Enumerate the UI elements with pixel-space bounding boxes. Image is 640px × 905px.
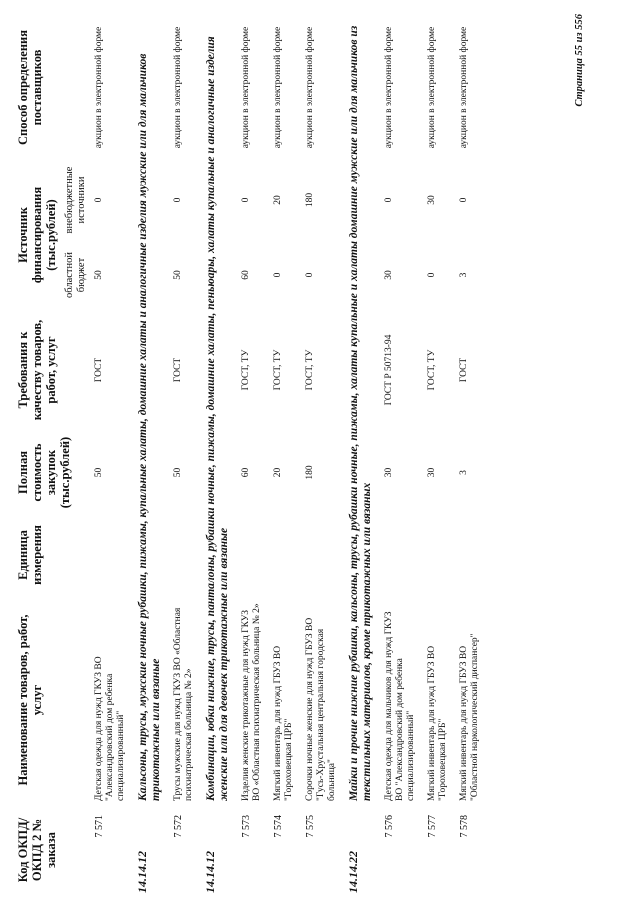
table-row: [301, 15, 344, 895]
item-extra-sources: 0: [459, 197, 469, 203]
header-fin-extra: внебюджетные источники: [64, 166, 87, 234]
item-extra-sources: 180: [305, 192, 315, 208]
table-row: [237, 15, 269, 895]
header-financing: Источник финансирования (тыс.рублей): [16, 186, 58, 284]
item-regional-budget: 30: [384, 270, 394, 280]
item-unit: [169, 515, 201, 595]
item-unit: [380, 515, 423, 595]
section-row: [201, 15, 237, 895]
item-regional-budget: 0: [273, 272, 283, 278]
item-requirements: ГОСТ, ТУ: [305, 349, 315, 391]
order-number: 7 573: [241, 815, 252, 838]
section-code: 14.14.12: [135, 851, 149, 893]
table-row: [380, 15, 423, 895]
item-unit: [423, 515, 455, 595]
item-cost: 50: [173, 467, 183, 478]
item-method: аукцион в электронной форме: [94, 26, 104, 149]
item-requirements: ГОСТ, ТУ: [427, 349, 437, 391]
order-number: 7 574: [273, 815, 284, 838]
item-method: аукцион в электронной форме: [173, 26, 183, 149]
item-requirements: ГОСТ, ТУ: [241, 349, 251, 391]
item-name: Сорочки ночные женские для нужд ГБУЗ ВО "Гусь-Хрустальная центральная городская больница": [305, 617, 337, 801]
item-extra-sources: 0: [384, 197, 394, 203]
item-cost: 60: [241, 467, 251, 478]
item-method: аукцион в электронной форме: [384, 26, 394, 149]
item-name: Мягкий инвентарь для нужд ГБУЗ ВО "Областной наркологический диспансер": [459, 633, 480, 801]
item-unit: [455, 515, 487, 595]
item-regional-budget: 0: [305, 272, 315, 278]
item-extra-sources: 20: [273, 195, 283, 205]
header-code: Код ОКПД/ ОКПД 2 № заказа: [16, 817, 58, 883]
item-cost: 20: [273, 467, 283, 478]
item-requirements: ГОСТ: [173, 357, 183, 383]
header-fin-regional: областной бюджет: [64, 252, 87, 298]
header-name: Наименование товаров, работ, услуг: [16, 614, 44, 786]
table-row: [423, 15, 455, 895]
item-name: Детская одежда для мальчиков для нужд ГКУЗ ВО "Александровский дом ребенка специализированный": [384, 611, 416, 801]
table-row: [269, 15, 301, 895]
item-extra-sources: 0: [241, 197, 251, 203]
item-regional-budget: 3: [459, 272, 469, 278]
item-extra-sources: 0: [94, 197, 104, 203]
item-regional-budget: 60: [241, 270, 251, 280]
item-name: Детская одежда для нужд ГКУЗ ВО "Александровский дом ребенка специализированный": [94, 656, 126, 801]
item-unit: [269, 515, 301, 595]
procurement-table: [14, 15, 487, 895]
item-regional-budget: 50: [173, 270, 183, 280]
item-requirements: ГОСТ, ТУ: [273, 349, 283, 391]
item-regional-budget: 0: [427, 272, 437, 278]
item-name: Изделия женские трикотажные для нужд ГКУЗ ВО «Областная психиатрическая больница № 2»: [241, 603, 262, 801]
order-number: 7 577: [427, 815, 438, 838]
section-title: Кальсоны, трусы, мужские ночные рубашки, пижамы, купальные халаты, домашние халаты и аналогичные изделия мужские или для мальчиков трикотажные или вязаные: [137, 53, 162, 801]
order-number: 7 571: [94, 815, 105, 838]
item-unit: [90, 515, 133, 595]
section-row: [133, 15, 169, 895]
header-cost: Полная стоимость закупок (тыс.рублей): [16, 436, 72, 509]
section-code: 14.14.22: [346, 851, 360, 893]
header-method: Способ определения поставщиков: [16, 29, 44, 146]
item-requirements: ГОСТ: [94, 357, 104, 383]
item-cost: 30: [427, 467, 437, 478]
item-requirements: ГОСТ: [459, 357, 469, 383]
item-extra-sources: 0: [173, 197, 183, 203]
item-method: аукцион в электронной форме: [459, 26, 469, 149]
header-unit: Единица измерения: [16, 525, 44, 585]
order-number: 7 578: [459, 815, 470, 838]
order-number: 7 575: [305, 815, 316, 838]
item-name: Мягкий инвентарь для нужд ГБУЗ ВО "Гороховецкая ЦРБ": [427, 645, 448, 801]
item-unit: [237, 515, 269, 595]
section-code: 14.14.12: [203, 851, 217, 893]
order-number: 7 572: [173, 815, 184, 838]
item-cost: 30: [384, 467, 394, 478]
item-unit: [301, 515, 344, 595]
item-name: Трусы мужские для нужд ГКУЗ ВО «Областная психиатрическая больница № 2»: [173, 607, 194, 801]
item-name: Мягкий инвентарь для нужд ГБУЗ ВО "Гороховецкая ЦРБ": [273, 645, 294, 801]
item-method: аукцион в электронной форме: [273, 26, 283, 149]
section-title: Майки и прочие нижние рубашки, кальсоны, трусы, рубашки ночные, пижамы, халаты купальные и халаты домашние мужские или для мальчиков из текстильных материалов, кроме трикотажных или вязаных: [348, 25, 373, 801]
header-requirements: Требования к качеству товаров, работ, услуг: [16, 319, 58, 421]
table-row: [90, 15, 133, 895]
table-row: [455, 15, 487, 895]
section-title: Комбинации, юбки нижние, трусы, панталоны, рубашки ночные, пижамы, домашние халаты, пеньюары, халаты купальные и аналогичные изделия женские или для девочек трикотажные или вязаные: [205, 36, 230, 801]
header-row: [14, 15, 60, 895]
order-number: 7 576: [384, 815, 395, 838]
item-cost: 180: [305, 465, 315, 480]
item-cost: 3: [459, 470, 469, 475]
item-method: аукцион в электронной форме: [427, 26, 437, 149]
item-method: аукцион в электронной форме: [305, 26, 315, 149]
item-cost: 50: [94, 467, 104, 478]
table-body: [90, 15, 487, 895]
item-extra-sources: 30: [427, 195, 437, 205]
item-method: аукцион в электронной форме: [241, 26, 251, 149]
page-number: Страница 55 из 556: [574, 14, 585, 107]
section-row: [344, 15, 380, 895]
item-regional-budget: 50: [94, 270, 104, 280]
item-requirements: ГОСТ Р 50713-94: [384, 334, 394, 406]
table-row: [169, 15, 201, 895]
